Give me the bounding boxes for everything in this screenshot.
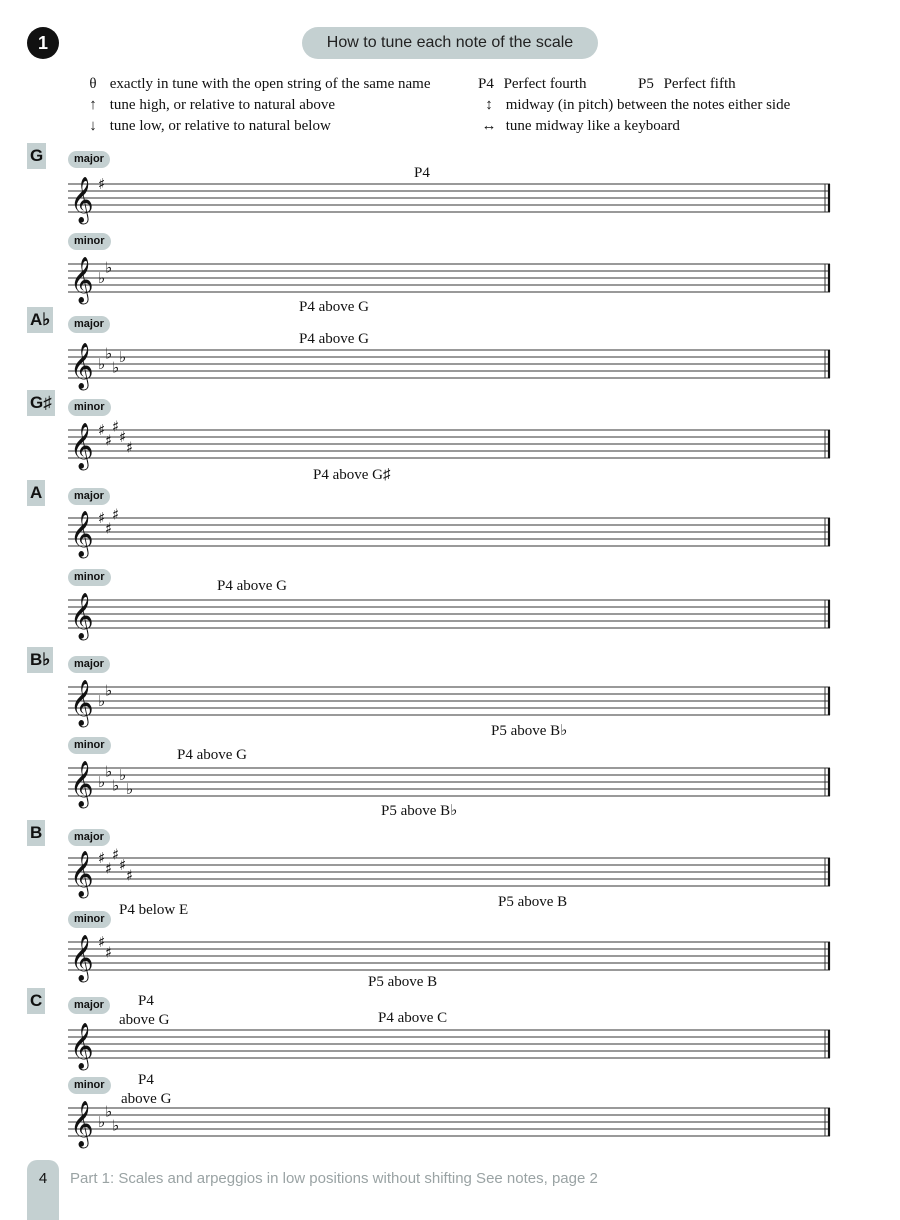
- sharp-icon: ♯: [126, 438, 134, 457]
- flat-icon: ♭: [112, 776, 120, 795]
- interval-annotation: P5 above B: [498, 894, 568, 910]
- page-number: 4: [38, 1170, 48, 1187]
- sharp-icon: ♯: [112, 417, 120, 436]
- legend-symbol: P4: [478, 76, 494, 92]
- staff-a-minor: [68, 593, 830, 639]
- sharp-icon: ♯: [105, 519, 113, 538]
- sharp-icon: ♯: [119, 856, 127, 874]
- flat-icon: ♭: [98, 1113, 106, 1131]
- interval-annotation: P4: [138, 993, 154, 1009]
- scale-type-pill: minor: [68, 911, 111, 928]
- sharp-icon: ♯: [112, 505, 120, 524]
- interval-annotation: P4 above C: [378, 1010, 448, 1026]
- footer-text: Part 1: Scales and arpeggios in low positions without shifting See notes, page 2: [70, 1170, 598, 1187]
- treble-clef-icon: 𝄞: [70, 761, 94, 807]
- interval-annotation: P5 above B: [368, 974, 438, 990]
- legend-item-in-tune: [80, 76, 431, 93]
- interval-annotation: P5 above B♭: [491, 723, 568, 739]
- interval-annotation: above G: [121, 1091, 172, 1107]
- legend-item-midway: [476, 97, 790, 114]
- flat-icon: ♭: [126, 780, 134, 798]
- flat-icon: ♭: [98, 355, 106, 373]
- legend-symbol: P5: [638, 76, 654, 92]
- scale-type-pill: minor: [68, 1077, 111, 1094]
- sharp-icon: ♯: [98, 421, 106, 439]
- legend-text: Perfect fourth: [503, 76, 587, 92]
- section-label-g-sharp: G♯: [27, 390, 55, 416]
- flat-icon: ♭: [105, 1102, 113, 1121]
- treble-clef-icon: 𝄞: [70, 935, 94, 981]
- staff-b-flat-major: [68, 680, 830, 726]
- scale-type-pill: minor: [68, 233, 111, 250]
- staff-c-minor: [68, 1101, 830, 1147]
- staff-g-sharp-minor: [68, 417, 830, 469]
- section-label-b: B: [27, 820, 45, 846]
- scale-type-pill: major: [68, 656, 110, 673]
- flat-icon: ♭: [112, 1116, 120, 1135]
- staff-b-minor: [68, 933, 830, 981]
- flat-icon: ♭: [112, 358, 120, 377]
- sharp-icon: ♯: [98, 175, 106, 193]
- sharp-icon: ♯: [105, 431, 113, 450]
- interval-annotation: P4 above G♯: [313, 467, 391, 483]
- sharp-icon: ♯: [119, 428, 127, 446]
- interval-annotation: P5 above B♭: [381, 803, 458, 819]
- scale-type-pill: major: [68, 488, 110, 505]
- scale-type-pill: major: [68, 997, 110, 1014]
- scale-type-pill: major: [68, 829, 110, 846]
- sharp-icon: ♯: [112, 845, 120, 864]
- scale-type-pill: minor: [68, 399, 111, 416]
- treble-clef-icon: 𝄞: [70, 423, 94, 469]
- interval-annotation: P4: [414, 165, 430, 181]
- treble-clef-icon: 𝄞: [70, 343, 94, 389]
- staff-c-major: [68, 1023, 830, 1069]
- treble-clef-icon: 𝄞: [70, 851, 94, 897]
- interval-annotation: P4: [138, 1072, 154, 1088]
- flat-icon: ♭: [105, 344, 113, 363]
- interval-annotation: P4 above G: [299, 331, 369, 347]
- section-label-a-flat: A♭: [27, 307, 53, 333]
- flat-icon: ♭: [105, 258, 113, 277]
- interval-annotation: P4 above G: [299, 299, 369, 315]
- staff-a-flat-major: [68, 343, 830, 389]
- flat-icon: ♭: [119, 766, 127, 784]
- legend-text: tune midway like a keyboard: [505, 118, 680, 134]
- interval-annotation: P4 above G: [217, 578, 287, 594]
- legend-text: midway (in pitch) between the notes either side: [505, 97, 791, 113]
- legend-text: tune low, or relative to natural below: [109, 118, 331, 134]
- legend-item-keyboard: [476, 118, 680, 135]
- staff-g-major: [68, 175, 830, 223]
- flat-icon: ♭: [98, 773, 106, 791]
- scale-type-pill: minor: [68, 737, 111, 754]
- scale-type-pill: major: [68, 316, 110, 333]
- sharp-icon: ♯: [98, 933, 106, 951]
- treble-clef-icon: 𝄞: [70, 257, 94, 303]
- legend-item-perfect-fourth: [478, 76, 586, 93]
- arrow-left-right-icon: ↔: [481, 118, 497, 134]
- arrow-down-icon: ↓: [89, 118, 97, 134]
- sharp-icon: ♯: [98, 509, 106, 527]
- staff-g-minor: [68, 257, 830, 303]
- arrow-up-icon: ↑: [89, 97, 97, 113]
- legend-text: exactly in tune with the open string of the same name: [109, 76, 431, 92]
- sharp-icon: ♯: [105, 943, 113, 962]
- interval-annotation: above G: [119, 1012, 170, 1028]
- section-label-c: C: [27, 988, 45, 1014]
- interval-annotation: P4 above G: [177, 747, 247, 763]
- treble-clef-icon: 𝄞: [70, 1023, 94, 1069]
- interval-annotation: P4 below E: [119, 902, 189, 918]
- sharp-icon: ♯: [126, 866, 134, 885]
- section-label-a: A: [27, 480, 45, 506]
- treble-clef-icon: 𝄞: [70, 680, 94, 726]
- page-title: How to tune each note of the scale: [302, 27, 598, 59]
- flat-icon: ♭: [119, 348, 127, 366]
- staff-b-major: [68, 845, 830, 897]
- scale-type-pill: minor: [68, 569, 111, 586]
- treble-clef-icon: 𝄞: [70, 593, 94, 639]
- section-label-b-flat: B♭: [27, 647, 53, 673]
- flat-icon: ♭: [105, 681, 113, 700]
- sharp-icon: ♯: [105, 859, 113, 878]
- staff-a-major: [68, 505, 830, 557]
- legend-item-perfect-fifth: [638, 76, 736, 93]
- footer-tab: [27, 1160, 59, 1220]
- scale-type-pill: major: [68, 151, 110, 168]
- legend-text: Perfect fifth: [663, 76, 736, 92]
- treble-clef-icon: 𝄞: [70, 1101, 94, 1147]
- chapter-number-badge: 1: [27, 27, 59, 59]
- section-label-g: G: [27, 143, 46, 169]
- flat-icon: ♭: [105, 762, 113, 781]
- flat-icon: ♭: [98, 269, 106, 287]
- treble-clef-icon: 𝄞: [70, 511, 94, 557]
- open-string-symbol-icon: θ: [89, 76, 97, 92]
- sharp-icon: ♯: [98, 849, 106, 867]
- treble-clef-icon: 𝄞: [70, 177, 94, 223]
- legend-item-tune-high: [80, 97, 335, 114]
- legend-text: tune high, or relative to natural above: [109, 97, 336, 113]
- legend-item-tune-low: [80, 118, 331, 135]
- arrow-up-down-icon: ↕: [485, 97, 493, 113]
- flat-icon: ♭: [98, 692, 106, 710]
- staff-b-flat-minor: [68, 761, 830, 807]
